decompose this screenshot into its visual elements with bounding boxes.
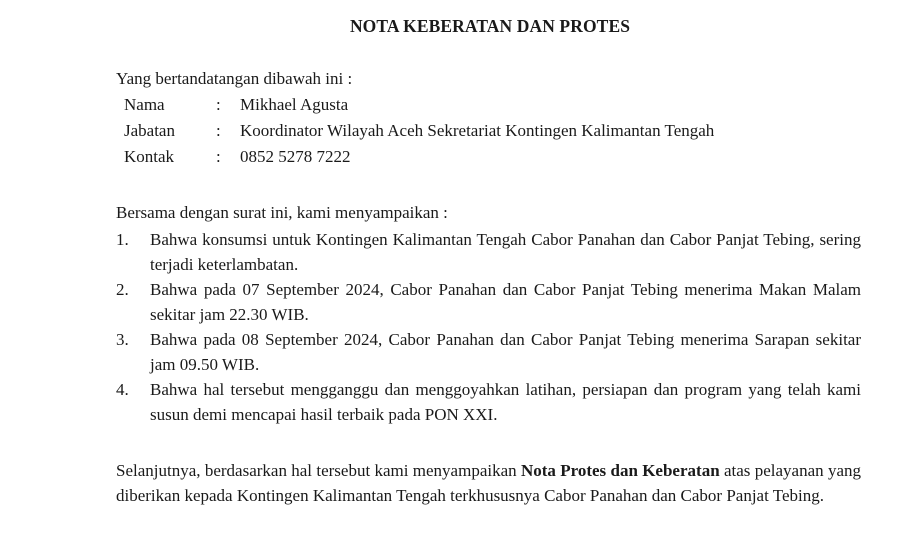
identity-label: Jabatan: [124, 121, 175, 140]
list-item-number: 2.: [116, 280, 129, 299]
list-item-text: Bahwa pada 08 September 2024, Cabor Panahan dan Cabor Panjat Tebing menerima Sarapan sekitar jam 09.50 WIB.: [150, 330, 861, 374]
list-item: [116, 378, 861, 427]
closing-text-before: Selanjutnya, berdasarkan hal tersebut kami menyampaikan: [116, 461, 521, 480]
identity-value: 0852 5278 7222: [240, 147, 351, 166]
list-item: [116, 278, 861, 327]
list-item: [116, 228, 861, 277]
list-item-number: 1.: [116, 230, 129, 249]
list-item: [116, 328, 861, 377]
list-item-text: Bahwa konsumsi untuk Kontingen Kalimantan Tengah Cabor Panahan dan Cabor Panjat Tebing, sering terjadi keterlambatan.: [150, 230, 861, 274]
closing-emphasis: Nota Protes dan Keberatan: [520, 461, 720, 480]
identity-table: [124, 95, 714, 173]
identity-separator: :: [216, 95, 221, 114]
identity-row-position: [124, 121, 714, 147]
list-item-number: 3.: [116, 330, 129, 349]
closing-paragraph: [116, 458, 861, 508]
identity-label: Kontak: [124, 147, 175, 166]
identity-row-name: [124, 95, 714, 121]
lead-line: Bersama dengan surat ini, kami menyampaikan :: [116, 203, 448, 222]
closing-text-after: atas pelayanan yang diberikan kepada Kontingen Kalimantan Tengah terkhususnya Cabor Panahan dan Cabor Panjat Tebing.: [116, 461, 861, 505]
document-title: NOTA KEBERATAN DAN PROTES: [349, 16, 631, 36]
identity-row-contact: [124, 147, 714, 173]
identity-label: Nama: [124, 95, 165, 114]
list-item-text: Bahwa pada 07 September 2024, Cabor Panahan dan Cabor Panjat Tebing menerima Makan Malam sekitar jam 22.30 WIB.: [150, 280, 861, 324]
points-list: [116, 228, 861, 428]
list-item-number: 4.: [116, 380, 129, 399]
identity-value: Koordinator Wilayah Aceh Sekretariat Kontingen Kalimantan Tengah: [240, 121, 715, 140]
identity-value: Mikhael Agusta: [240, 95, 349, 114]
list-item-text: Bahwa hal tersebut mengganggu dan menggoyahkan latihan, persiapan dan program yang telah kami susun demi mencapai hasil terbaik pada PON XXI.: [150, 380, 861, 424]
intro-line: Yang bertandatangan dibawah ini :: [116, 69, 353, 88]
identity-separator: :: [216, 147, 221, 166]
identity-separator: :: [216, 121, 221, 140]
